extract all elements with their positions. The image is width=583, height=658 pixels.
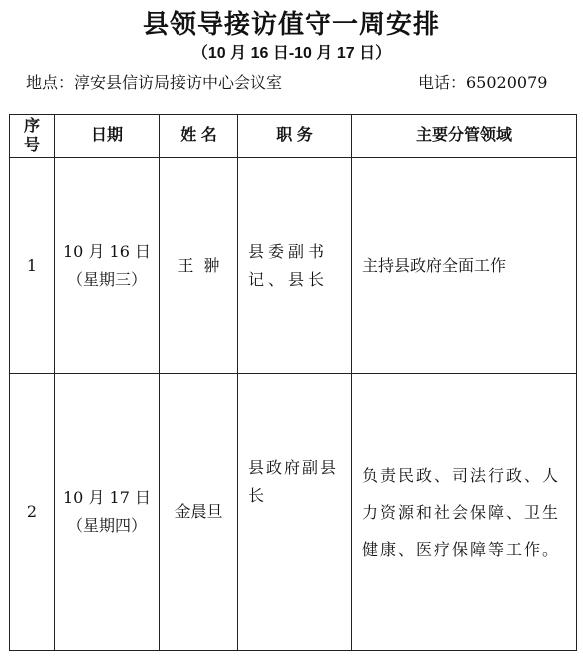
header-date: 日期 [55, 115, 160, 158]
row-position-text: 县委副书记、县长 [248, 241, 329, 289]
date-range-subtitle: （10 月 16 日-10 月 17 日） [191, 45, 392, 62]
table-row [10, 374, 577, 651]
row-area-text: 负责民政、司法行政、人力资源和社会保障、卫生健康、医疗保障等工作。 [362, 465, 561, 559]
header-area: 主要分管领域 [352, 115, 577, 158]
row-name-text: 王 翀 [177, 255, 220, 275]
row-name: 金晨旦 [160, 374, 238, 651]
row-position-text: 县政府副县长 [248, 458, 339, 505]
table-header-row [10, 115, 577, 158]
header-name: 姓 名 [160, 115, 238, 158]
phone-text: 电话：65020079 [418, 73, 548, 92]
location-text: 地点：淳安县信访局接访中心会议室 [26, 73, 283, 92]
row-area [352, 374, 577, 651]
table-row [10, 158, 577, 374]
header-num: 序号 [10, 115, 55, 158]
row-date: 10 月 16 日 [63, 241, 151, 261]
row-num: 1 [10, 158, 55, 374]
row-date: 10 月 17 日 [63, 488, 151, 507]
row-weekday: （星期四） [66, 516, 147, 535]
schedule-table [9, 114, 577, 651]
row-area: 主持县政府全面工作 [352, 158, 577, 374]
row-num: 2 [10, 374, 55, 651]
row-weekday: （星期三） [66, 269, 147, 289]
row-position [238, 158, 352, 374]
row-date-cell [55, 374, 160, 651]
row-date-cell [55, 158, 160, 374]
page-title: 县领导接访值守一周安排 [142, 9, 440, 39]
row-position [238, 374, 352, 651]
header-position: 职 务 [238, 115, 352, 158]
row-name [160, 158, 238, 374]
